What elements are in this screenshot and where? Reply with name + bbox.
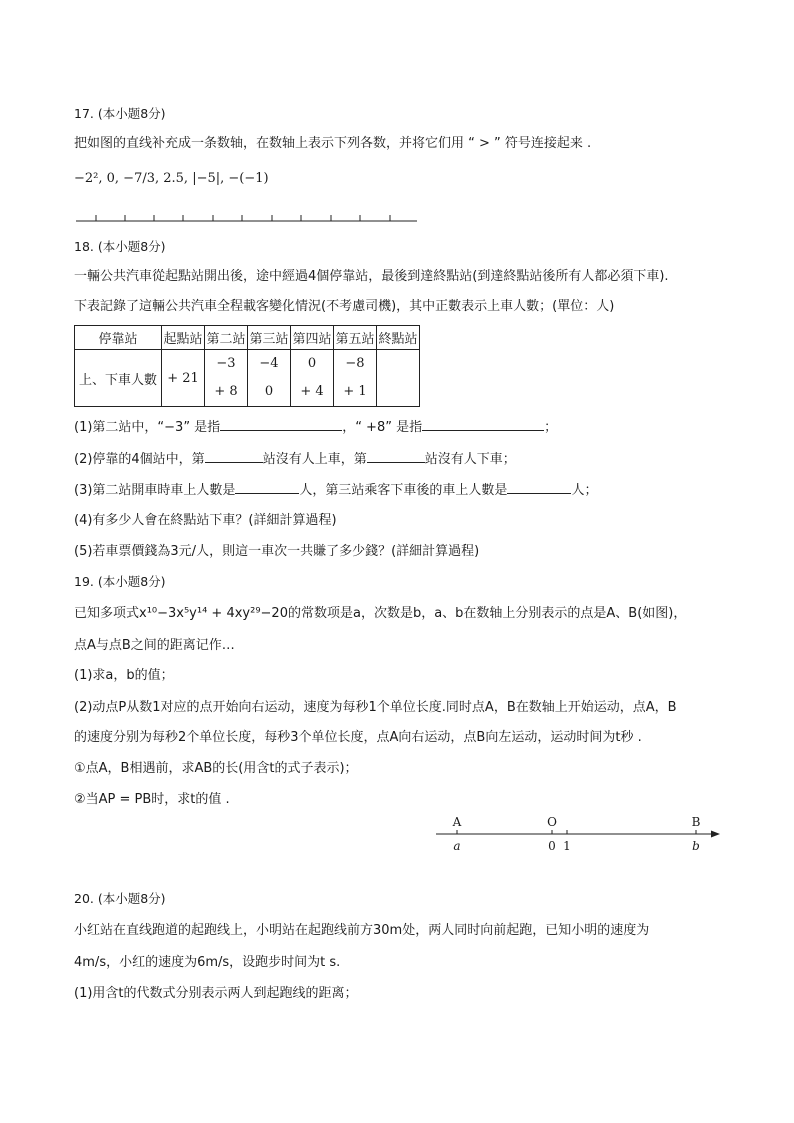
text-segment: ； <box>544 420 558 435</box>
q18-heading: 18. (本小题8分) <box>74 239 166 254</box>
answer-blank[interactable] <box>367 450 425 463</box>
label-b: b <box>692 839 700 853</box>
q20-heading: 20. (本小题8分) <box>74 891 166 906</box>
answer-blank[interactable] <box>422 418 544 431</box>
q19-part-1: (1)求a，b的值； <box>74 668 174 683</box>
text-segment: ，“ +8” 是指 <box>342 420 423 435</box>
label-one: 1 <box>563 839 571 853</box>
q19-line-2: 点A与点B之间的距离记作… <box>74 638 235 653</box>
text-segment: (3)第二站開車時車上人數是 <box>74 483 236 498</box>
table-cell <box>377 350 420 407</box>
q17-blank-line <box>74 208 420 224</box>
cell-alight: −8 <box>345 356 365 371</box>
cell-alight: 0 <box>307 356 317 371</box>
q19-part-2b: 的速度分别为每秒2个单位长度，每秒3个单位长度，点A向右运动，点B向左运动，运动时间为t秒 . <box>74 730 642 745</box>
table-header: 第四站 <box>291 326 334 350</box>
q20-line-2: 4m/s，小红的速度为6m/s，设跑步时间为t s. <box>74 955 341 970</box>
arrow-head <box>711 831 720 838</box>
cell-board: + 8 <box>214 384 238 399</box>
table-header: 起點站 <box>162 326 205 350</box>
q20-part-1: (1)用含t的代数式分别表示两人到起跑线的距离； <box>74 986 358 1001</box>
q17-heading: 17. (本小题8分) <box>74 106 166 121</box>
table-header: 停靠站 <box>75 326 162 350</box>
label-A: A <box>452 815 462 829</box>
q17-numbers: −2², 0, −7/3, 2.5, |−5|, −(−1) <box>74 171 269 186</box>
q18-part-3 <box>74 481 597 500</box>
q19-part-2-2: ②当AP = PB时，求t的值 . <box>74 792 230 807</box>
q19-part-2a: (2)动点P从数1对应的点开始向右运动，速度为每秒1个单位长度.同时点A，B在数轴上开始运动，点A，B <box>74 700 677 715</box>
answer-blank[interactable] <box>205 450 263 463</box>
text-segment: 站沒有人下車； <box>424 452 516 467</box>
number-line-diagram <box>430 813 726 857</box>
cell-board: + 4 <box>300 384 324 399</box>
table-header: 第五站 <box>334 326 377 350</box>
cell-alight: −4 <box>259 356 279 371</box>
q17-prompt: 把如图的直线补充成一条数轴，在数轴上表示下列各数，并将它们用 “ > ” 符号连接起来 . <box>74 136 592 151</box>
table-cell <box>205 350 248 407</box>
q18-part-1 <box>74 418 557 437</box>
label-B: B <box>691 815 701 829</box>
q18-part-2 <box>74 450 516 469</box>
passenger-table <box>74 325 420 407</box>
cell-board: + 1 <box>343 384 367 399</box>
q19-part-2-1: ①点A，B相遇前，求AB的长(用含t的式子表示)； <box>74 761 358 776</box>
table-header: 終點站 <box>377 326 420 350</box>
table-cell <box>291 350 334 407</box>
q19-line-1: 已知多项式x¹⁰−3x⁵y¹⁴ + 4xy²⁹−20的常数项是a，次数是b，a、b在数轴上分别表示的点是A、B(如图)， <box>74 606 687 621</box>
text-segment: 人，第三站乘客下車後的車上人數是 <box>299 483 508 498</box>
q18-part-4: (4)有多少人會在終點站下車？(詳細計算過程) <box>74 513 337 528</box>
table-cell: + 21 <box>162 350 205 407</box>
q19-heading: 19. (本小题8分) <box>74 574 166 589</box>
table-row-label: 上、下車人數 <box>75 350 162 407</box>
answer-blank[interactable] <box>507 481 571 494</box>
cell-alight: −3 <box>216 356 236 371</box>
q18-intro-1: 一輛公共汽車從起點站開出後，途中經過4個停靠站，最後到達終點站(到達終點站後所有人都必須下車). <box>74 269 669 284</box>
text-segment: 站沒有人上車，第 <box>262 452 367 467</box>
q18-intro-2: 下表記錄了這輛公共汽車全程載客變化情況(不考慮司機)，其中正數表示上車人數；(單位：人) <box>74 299 615 314</box>
label-a: a <box>453 839 461 853</box>
text-segment: (2)停靠的4個站中，第 <box>74 452 205 467</box>
cell-board: 0 <box>264 384 274 399</box>
text-segment: 人； <box>571 483 598 498</box>
table-header: 第三站 <box>248 326 291 350</box>
label-zero: 0 <box>548 839 556 853</box>
q18-part-5: (5)若車票價錢為3元/人，則這一車次一共賺了多少錢？(詳細計算過程) <box>74 544 480 559</box>
answer-blank[interactable] <box>220 418 342 431</box>
table-header: 第二站 <box>205 326 248 350</box>
answer-blank[interactable] <box>235 481 299 494</box>
table-cell <box>248 350 291 407</box>
label-O: O <box>547 815 557 829</box>
q20-line-1: 小红站在直线跑道的起跑线上，小明站在起跑线前方30m处，两人同时向前起跑，已知小明的速度为 <box>74 923 650 938</box>
text-segment: (1)第二站中，“−3” 是指 <box>74 420 221 435</box>
table-cell <box>334 350 377 407</box>
